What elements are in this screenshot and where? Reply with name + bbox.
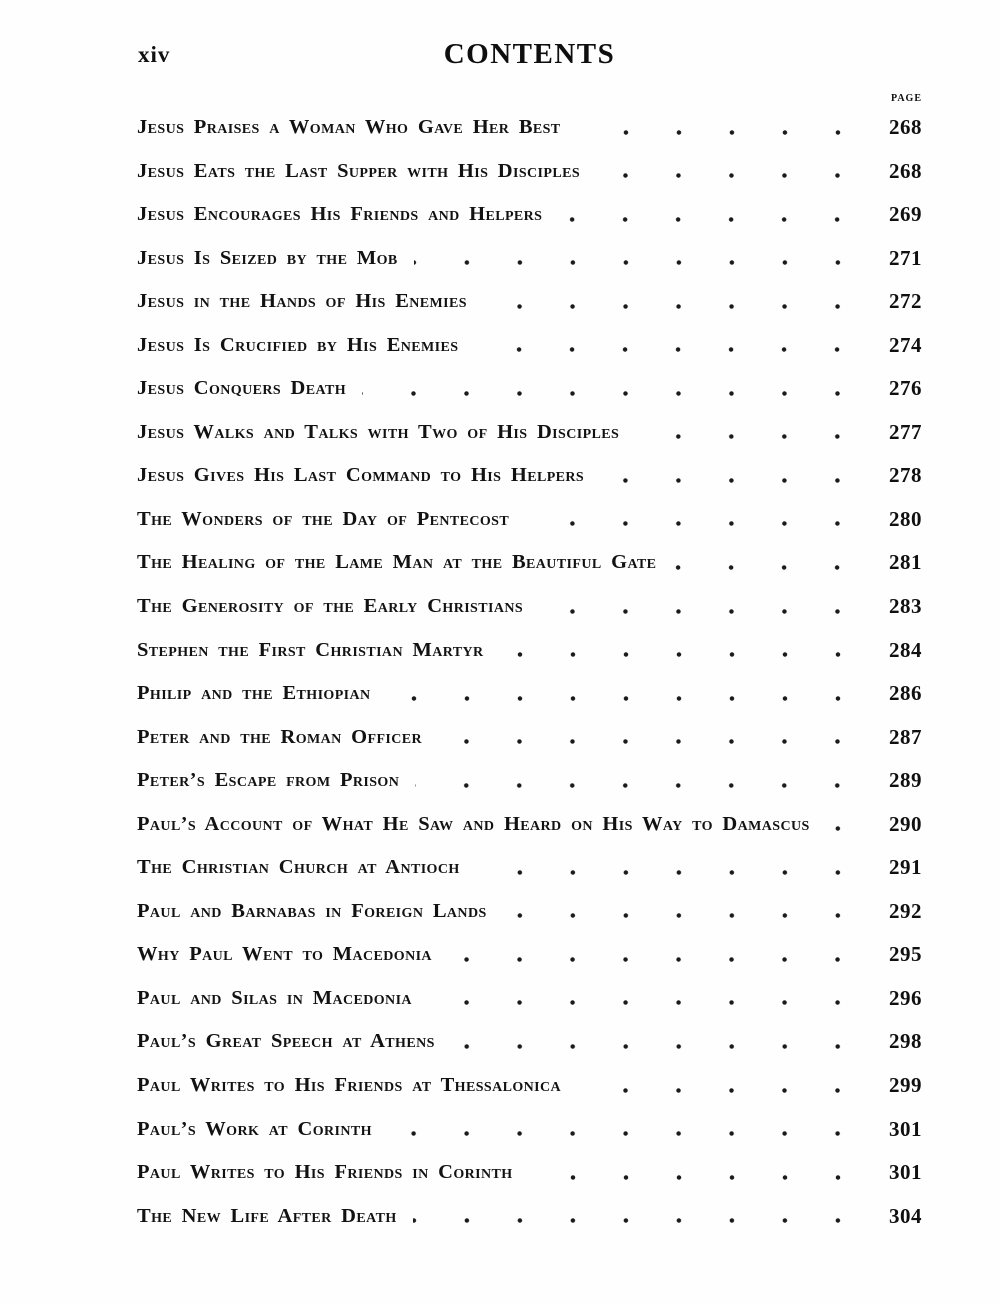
dot-leader	[500, 629, 868, 673]
toc-entry-page-number: 295	[889, 942, 922, 967]
toc-entry-title: Jesus Praises a Woman Who Gave Her Best	[137, 116, 561, 138]
toc-entry-title: Jesus Walks and Talks with Two of His Disciples	[137, 420, 620, 443]
dot-leader	[448, 933, 868, 977]
toc-entry-page-number: 272	[889, 289, 922, 314]
page-column-label: PAGE	[890, 93, 922, 104]
dot-leader	[483, 280, 868, 324]
toc-entry-page-number: 268	[889, 158, 922, 183]
toc-entry-page-number: 284	[889, 637, 922, 662]
toc-entry	[137, 150, 922, 194]
dot-leader	[428, 977, 868, 1021]
toc-entry	[137, 106, 922, 150]
toc-entry-title: Stephen the First Christian Martyr	[137, 638, 484, 661]
toc-entry-page-number: 278	[889, 463, 922, 488]
toc-entry	[137, 890, 922, 934]
toc-entry-title: Jesus Is Crucified by His Enemies	[137, 333, 459, 356]
toc-entry-page-number: 268	[889, 115, 922, 139]
toc-entry	[137, 1108, 922, 1152]
folio-page-number: xiv	[138, 42, 171, 67]
toc-entry-page-number: 289	[889, 768, 922, 793]
dot-leader	[476, 846, 868, 890]
toc-entry-title: Paul and Silas in Macedonia	[137, 986, 412, 1009]
toc-entry-page-number: 286	[889, 681, 922, 706]
toc-entry-page-number: 276	[889, 376, 922, 401]
toc-entry-title: Jesus Conquers Death	[137, 377, 347, 400]
toc-entry-title: The New Life After Death	[137, 1204, 397, 1227]
dot-leader	[525, 498, 868, 542]
toc-entry-page-number: 298	[889, 1029, 922, 1054]
dot-leader	[387, 672, 868, 716]
toc-entry-title: Peter and the Roman Officer	[137, 725, 423, 748]
toc-entry	[137, 672, 922, 716]
toc-entry	[137, 1020, 922, 1064]
toc-entry-page-number: 274	[889, 332, 922, 357]
toc-entry-title: Jesus Encourages His Friends and Helpers	[137, 203, 543, 226]
toc-entry-title: Paul and Barnabas in Foreign Lands	[137, 899, 487, 922]
dot-leader	[826, 803, 868, 847]
toc-entry	[137, 324, 922, 368]
dot-leader	[529, 1151, 868, 1195]
toc-entry	[137, 803, 922, 847]
toc-entry-title: Peter’s Escape from Prison	[137, 769, 400, 792]
toc-entry-page-number: 280	[889, 506, 922, 531]
toc-entry	[137, 1151, 922, 1195]
toc-entry-title: Why Paul Went to Macedonia	[137, 943, 432, 966]
dot-leader	[474, 324, 868, 368]
toc-entry	[137, 629, 922, 673]
toc-entry-title: Philip and the Ethiopian	[137, 682, 371, 705]
toc-entry	[137, 367, 922, 411]
toc-entry	[137, 193, 922, 237]
toc-entry-title: Paul Writes to His Friends in Corinth	[137, 1161, 513, 1184]
toc-entry-page-number: 296	[889, 985, 922, 1010]
toc-entry-title: Jesus Is Seized by the Mob	[137, 246, 398, 269]
toc-entry-page-number: 281	[889, 550, 922, 575]
dot-leader	[415, 759, 868, 803]
dot-leader	[438, 716, 868, 760]
toc-entry-page-number: 287	[889, 724, 922, 749]
dot-leader	[558, 193, 868, 237]
toc-entry-page-number: 283	[889, 594, 922, 619]
toc-entry	[137, 280, 922, 324]
toc-entry-page-number: 299	[889, 1073, 922, 1098]
toc-entry	[137, 977, 922, 1021]
dot-leader	[362, 367, 868, 411]
toc-entry-title: The Christian Church at Antioch	[137, 856, 460, 879]
page-title: CONTENTS	[443, 38, 616, 70]
toc-entry	[137, 541, 922, 585]
toc-entry	[137, 716, 922, 760]
dot-leader	[577, 106, 868, 150]
toc-list	[137, 106, 922, 1238]
toc-entry-title: Jesus Gives His Last Command to His Helpers	[137, 464, 585, 487]
toc-entry	[137, 846, 922, 890]
toc-entry	[137, 759, 922, 803]
toc-entry-title: Paul’s Account of What He Saw and Heard on His Way to Damascus	[137, 812, 810, 835]
toc-entry-page-number: 271	[889, 245, 922, 270]
dot-leader	[672, 541, 868, 585]
toc-entry	[137, 498, 922, 542]
toc-entry	[137, 454, 922, 498]
toc-entry-page-number: 301	[889, 1160, 922, 1185]
toc-entry-title: Paul Writes to His Friends at Thessalonica	[137, 1074, 561, 1097]
toc-entry-title: Jesus in the Hands of His Enemies	[137, 290, 467, 313]
dot-leader	[388, 1108, 868, 1152]
toc-entry-title: The Wonders of the Day of Pentecost	[137, 507, 510, 530]
dot-leader	[451, 1020, 868, 1064]
toc-entry	[137, 1195, 922, 1239]
toc-entry-page-number: 291	[889, 855, 922, 880]
toc-entry-page-number: 304	[889, 1203, 922, 1228]
toc-entry	[137, 411, 922, 455]
toc-entry	[137, 1064, 922, 1108]
toc-entry-title: Jesus Eats the Last Supper with His Disciples	[137, 159, 581, 182]
dot-leader	[600, 454, 868, 498]
toc-entry-page-number: 269	[889, 202, 922, 227]
toc-entry-page-number: 301	[889, 1116, 922, 1141]
toc-entry-page-number: 277	[889, 419, 922, 444]
toc-entry	[137, 237, 922, 281]
dot-leader	[635, 411, 868, 455]
toc-entry	[137, 585, 922, 629]
toc-entry-title: Paul’s Great Speech at Athens	[137, 1030, 435, 1053]
toc-entry-title: Paul’s Work at Corinth	[137, 1117, 372, 1140]
dot-leader	[539, 585, 868, 629]
toc-entry-page-number: 290	[889, 811, 922, 836]
toc-entry	[137, 933, 922, 977]
text-block	[137, 0, 922, 1303]
toc-entry-page-number: 292	[889, 898, 922, 923]
dot-leader	[503, 890, 868, 934]
dot-leader	[577, 1064, 868, 1108]
dot-leader	[596, 150, 868, 194]
dot-leader	[413, 1195, 868, 1239]
toc-entry-title: The Healing of the Lame Man at the Beautiful Gate	[137, 551, 657, 574]
toc-entry-title: The Generosity of the Early Christians	[137, 595, 524, 618]
dot-leader	[414, 237, 868, 281]
